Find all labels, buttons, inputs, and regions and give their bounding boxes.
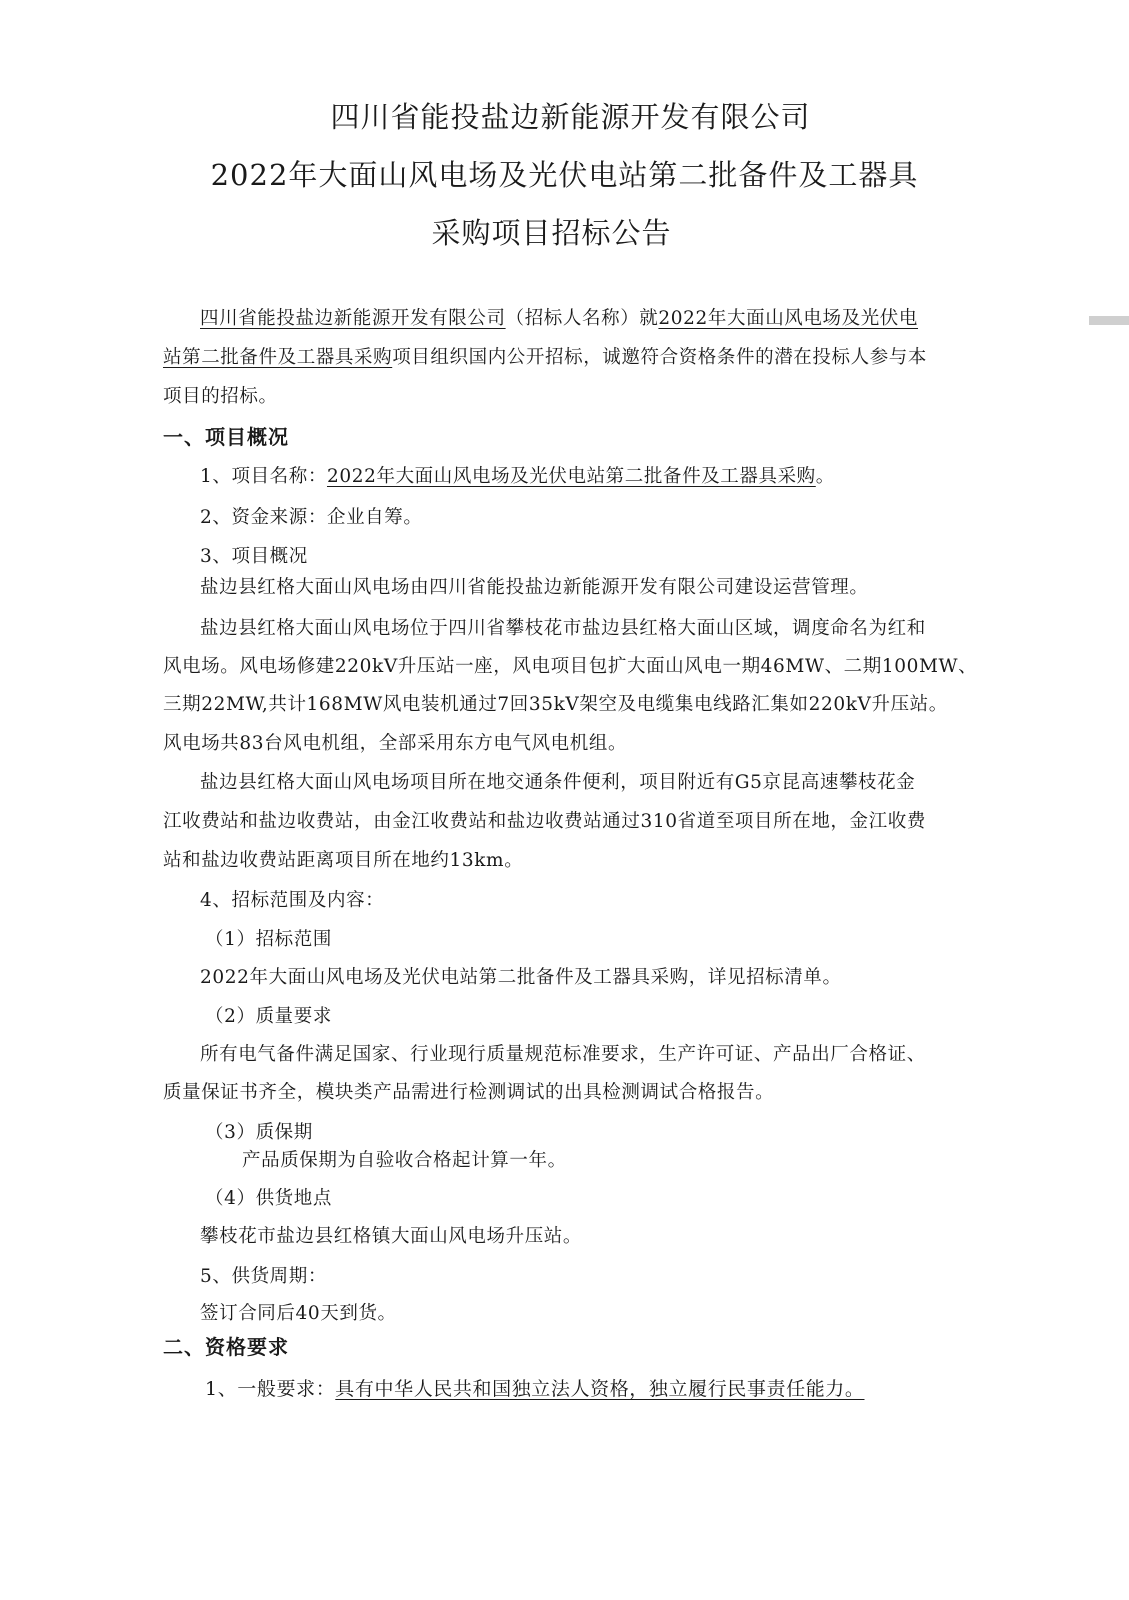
- sub-3-label: （3）质保期: [205, 1122, 313, 1143]
- sub-1-text: 2022年大面山风电场及光伏电站第二批备件及工器具采购，详见招标清单。: [200, 967, 842, 988]
- intro-line-2: [163, 345, 927, 371]
- s1-item-4: 4、招标范围及内容：: [200, 890, 385, 911]
- sub-2-label: （2）质量要求: [205, 1006, 332, 1027]
- intro-line-3: 项目的招标。: [163, 386, 278, 407]
- project-name-part-1: 2022年大面山风电场及光伏电: [658, 308, 919, 329]
- project-name-part-2: 站第二批备件及工器具采购: [163, 347, 393, 368]
- tenderer-note: （招标人名称）就: [505, 308, 659, 329]
- intro-line-1: [200, 306, 918, 332]
- s1-para-2-line-4: 风电场共83台风电机组，全部采用东方电气风电机组。: [163, 733, 628, 754]
- s1-item-2: 2、资金来源：企业自筹。: [200, 507, 423, 528]
- s1-para-2-line-3: 三期22MW,共计168MW风电装机通过7回35kV架空及电缆集电线路汇集如220kV升压站。: [163, 694, 948, 715]
- sub-4-label: （4）供货地点: [205, 1188, 332, 1209]
- s1-para-2-line-2: 风电场。风电场修建220kV升压站一座，风电项目包扩大面山风电一期46MW、二期100MW、: [163, 656, 978, 677]
- s1-para-2-line-1: 盐边县红格大面山风电场位于四川省攀枝花市盐边县红格大面山区域，调度命名为红和: [200, 618, 926, 639]
- section-1-heading: 一、项目概况: [163, 425, 289, 449]
- sub-1-label: （1）招标范围: [205, 929, 332, 950]
- title-line-3: 采购项目招标公告: [431, 216, 672, 250]
- s1-item-3: 3、项目概况: [200, 546, 308, 567]
- tenderer-name: 四川省能投盐边新能源开发有限公司: [200, 308, 506, 329]
- item1-end: 。: [815, 466, 835, 487]
- s2-item1-label: 1、一般要求：: [205, 1378, 336, 1400]
- s1-para-3-line-1: 盐边县红格大面山风电场项目所在地交通条件便利，项目附近有G5京昆高速攀枝花金: [200, 772, 916, 793]
- s1-item-5: 5、供货周期：: [200, 1266, 327, 1287]
- intro-line-2-rest: 项目组织国内公开招标，诚邀符合资格条件的潜在投标人参与本: [392, 347, 928, 368]
- title-line-2: 2022年大面山风电场及光伏电站第二批备件及工器具: [210, 158, 919, 192]
- section-2-heading: 二、资格要求: [163, 1335, 289, 1359]
- sub-4-text: 攀枝花市盐边县红格镇大面山风电场升压站。: [200, 1226, 583, 1247]
- item1-value: 2022年大面山风电场及光伏电站第二批备件及工器具采购: [326, 466, 816, 487]
- scan-edge-mark: [1089, 316, 1129, 325]
- s1-para-1: 盐边县红格大面山风电场由四川省能投盐边新能源开发有限公司建设运营管理。: [200, 577, 869, 598]
- s1-para-3-line-2: 江收费站和盐边收费站，由金江收费站和盐边收费站通过310省道至项目所在地，金江收费: [163, 811, 926, 832]
- title-line-1: 四川省能投盐边新能源开发有限公司: [330, 100, 811, 134]
- s1-para-3-line-3: 站和盐边收费站距离项目所在地约13km。: [163, 850, 524, 871]
- sub-2-line-1: 所有电气备件满足国家、行业现行质量规范标准要求，生产许可证、产品出厂合格证、: [200, 1044, 926, 1065]
- sub-2-line-2: 质量保证书齐全，模块类产品需进行检测调试的出具检测调试合格报告。: [163, 1082, 775, 1103]
- sub-3-text: 产品质保期为自验收合格起计算一年。: [242, 1150, 567, 1171]
- s1-item-5-text: 签订合同后40天到货。: [200, 1303, 397, 1324]
- s2-item-1: [205, 1376, 865, 1402]
- s2-item1-value: 具有中华人民共和国独立法人资格，独立履行民事责任能力。: [335, 1378, 865, 1400]
- s1-item-1: [200, 464, 835, 490]
- item1-label: 1、项目名称：: [200, 466, 327, 487]
